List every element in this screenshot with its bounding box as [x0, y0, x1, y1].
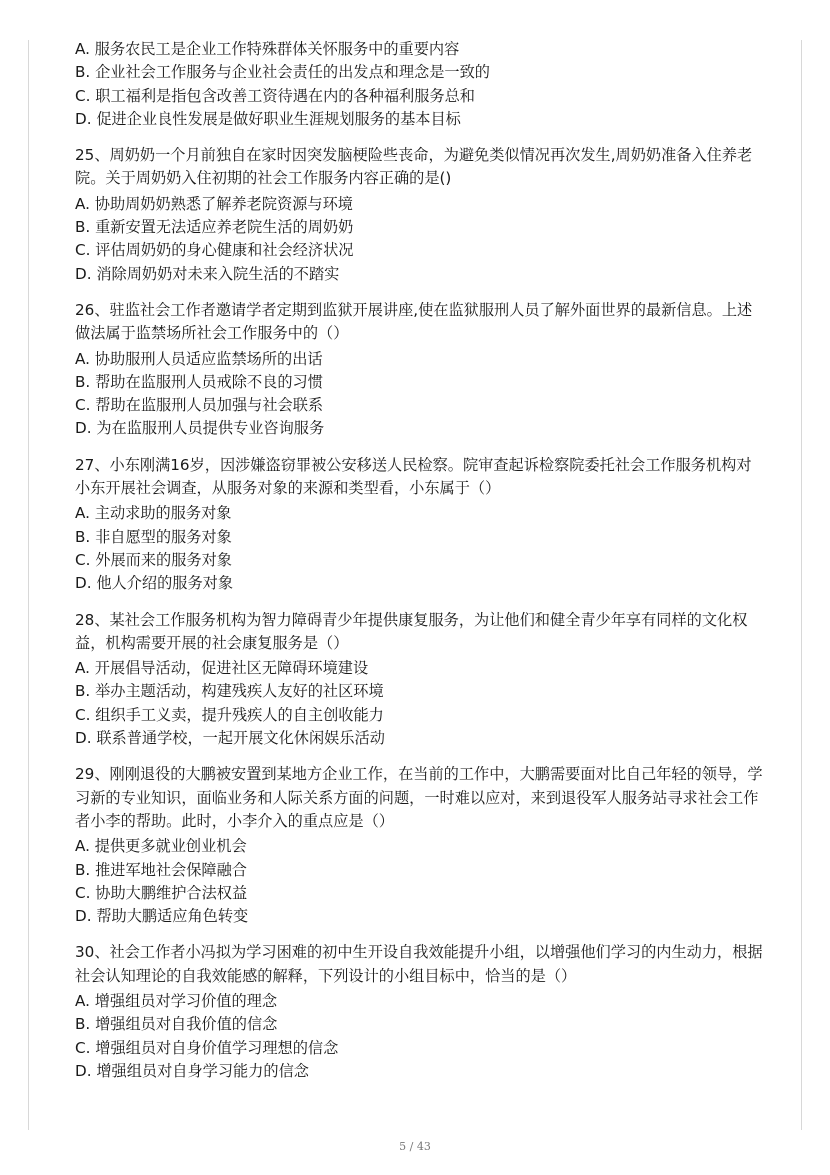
question-30 [75, 941, 765, 1083]
option-line: D. 为在监服刑人员提供专业咨询服务 [75, 419, 325, 438]
option-line: A. 增强组员对学习价值的理念 [75, 991, 278, 1010]
page-content [75, 38, 765, 1083]
option-line: A. 主动求助的服务对象 [75, 504, 232, 523]
option-line: B. 举办主题活动，构建残疾人友好的社区环境 [75, 682, 384, 701]
page-edge-right [801, 40, 802, 1130]
question-27 [75, 454, 765, 596]
page-current: 5 [399, 1140, 407, 1153]
option-line: A. 协助服刑人员适应监禁场所的出话 [75, 349, 323, 368]
page-total: 43 [416, 1140, 431, 1153]
option-line: D. 联系普通学校，一起开展文化休闲娱乐活动 [75, 729, 385, 748]
option-line: D. 促进企业良性发展是做好职业生涯规划服务的基本目标 [75, 109, 461, 128]
option-line: B. 增强组员对自我价值的信念 [75, 1015, 278, 1034]
option-line: D. 帮助大鹏适应角色转变 [75, 907, 249, 926]
question-26 [75, 299, 765, 441]
question-stem: 30、社会工作者小冯拟为学习困难的初中生开设自我效能提升小组，以增强他们学习的内生动力，根据社会认知理论的自我效能感的解释，下列设计的小组目标中，恰当的是（） [75, 943, 763, 985]
option-line: A. 协助周奶奶熟悉了解养老院资源与环境 [75, 194, 353, 213]
question-28 [75, 609, 765, 751]
option-line: B. 推进军地社会保障融合 [75, 860, 247, 879]
option-line: C. 外展而来的服务对象 [75, 550, 232, 569]
question-stem: 27、小东刚满16岁，因涉嫌盗窃罪被公安移送人民检察。院审查起诉检察院委托社会工作服务机构对小东开展社会调查，从服务对象的来源和类型看，小东属于（） [75, 455, 752, 498]
carryover-options [75, 38, 765, 131]
option-line: C. 组织手工义卖，提升残疾人的自主创收能力 [75, 705, 384, 724]
option-line: D. 他人介绍的服务对象 [75, 574, 234, 593]
option-line: B. 帮助在监服刑人员戒除不良的习惯 [75, 372, 323, 391]
page-edge-left [28, 40, 29, 1130]
question-stem: 28、某社会工作服务机构为智力障碍青少年提供康复服务，为让他们和健全青少年享有同样的文化权益，机构需要开展的社会康复服务是（） [75, 610, 748, 652]
question-stem: 26、驻监社会工作者邀请学者定期到监狱开展讲座,使在监狱服刑人员了解外面世界的最新信息。上述做法属于监禁场所社会工作服务中的（） [75, 300, 753, 343]
page-number-footer [0, 1140, 830, 1153]
option-line: A. 开展倡导活动，促进社区无障碍环境建设 [75, 659, 369, 678]
option-line: B. 非自愿型的服务对象 [75, 527, 232, 546]
option-line: C. 评估周奶奶的身心健康和社会经济状况 [75, 241, 354, 260]
option-line: D. 增强组员对自身学习能力的信念 [75, 1061, 309, 1080]
option-line: B. 企业社会工作服务与企业社会责任的出发点和理念是一致的 [75, 63, 490, 82]
option-line: B. 重新安置无法适应养老院生活的周奶奶 [75, 218, 354, 237]
option-line: C. 职工福利是指包含改善工资待遇在内的各种福利服务总和 [75, 86, 475, 105]
option-line: C. 增强组员对自身价值学习理想的信念 [75, 1038, 339, 1057]
option-line: A. 提供更多就业创业机会 [75, 837, 247, 856]
question-stem: 25、周奶奶一个月前独自在家时因突发脑梗险些丧命，为避免类似情况再次发生,周奶奶准备入住养老院。关于周奶奶入住初期的社会工作服务内容正确的是() [75, 146, 753, 188]
question-stem: 29、刚刚退役的大鹏被安置到某地方企业工作，在当前的工作中，大鹏需要面对比自己年轻的领导，学习新的专业知识，面临业务和人际关系方面的问题，一时难以应对，来到退役军人服务站寻求社会工作者小李的帮助。此时，小李介入的重点应是（） [75, 765, 763, 830]
option-line: A. 服务农民工是企业工作特殊群体关怀服务中的重要内容 [75, 40, 460, 58]
option-line: C. 协助大鹏维护合法权益 [75, 883, 248, 902]
option-line: C. 帮助在监服刑人员加强与社会联系 [75, 396, 324, 415]
page-separator: / [409, 1140, 414, 1153]
question-25 [75, 144, 765, 286]
option-line: D. 消除周奶奶对未来入院生活的不踏实 [75, 264, 340, 283]
question-29 [75, 763, 765, 928]
